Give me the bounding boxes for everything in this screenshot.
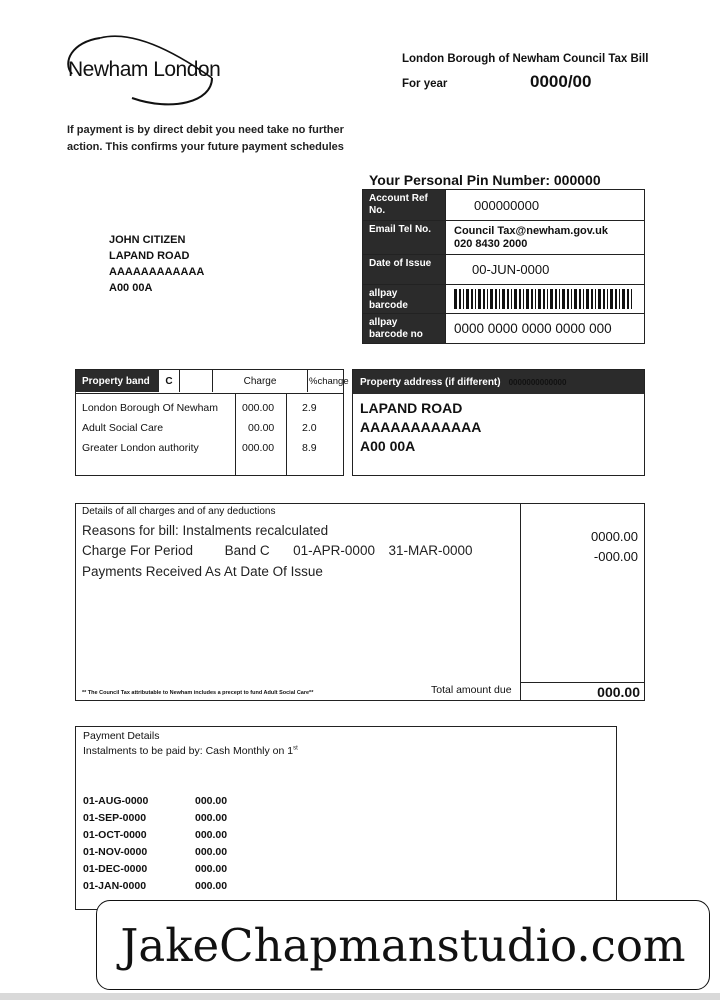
total-amount-label: Total amount due	[431, 684, 512, 696]
barcode-bar	[579, 289, 581, 309]
barcode-bar	[619, 289, 620, 309]
payment-row	[83, 795, 227, 807]
allpay-barcode-label: allpay barcode	[363, 285, 446, 313]
barcode-bar	[562, 289, 565, 309]
barcode-bar	[547, 289, 548, 309]
payment-amount: 000.00	[195, 863, 228, 875]
allpay-barcode-no-row	[363, 314, 644, 343]
payment-row	[83, 812, 227, 824]
barcode-bar	[595, 289, 596, 309]
for-year-value: 0000/00	[530, 72, 592, 91]
recipient-postcode: A00 00A	[109, 282, 153, 294]
email-tel-value	[446, 221, 644, 254]
logo-text: Newham London	[68, 58, 221, 81]
tel-value: 020 8430 2000	[454, 237, 528, 250]
property-band-letter: C	[159, 370, 180, 392]
barcode-bar	[538, 289, 541, 309]
allpay-barcode-no-value: 0000 0000 0000 0000 000	[454, 321, 612, 336]
barcode-bar	[531, 289, 533, 309]
barcode-bar	[535, 289, 536, 309]
payment-date: 01-DEC-0000	[83, 863, 148, 875]
payment-details-box	[75, 726, 617, 910]
pct-change-header: %change	[309, 375, 349, 387]
payment-row	[83, 829, 227, 841]
barcode-bar	[466, 289, 469, 309]
property-band-table	[75, 369, 349, 476]
payments-amount: -000.00	[593, 549, 638, 564]
period-label: Charge For Period	[82, 543, 194, 558]
property-address-box	[352, 369, 645, 476]
barcode-bar	[615, 289, 617, 309]
account-ref-value: 000000000	[474, 197, 540, 213]
barcode-bar	[586, 289, 589, 309]
barcode-bar	[478, 289, 481, 309]
date-of-issue-row	[363, 255, 644, 285]
reason-for-bill: Reasons for bill: Instalments recalculated	[82, 523, 329, 538]
period-band: Band C	[224, 543, 270, 558]
barcode-bar	[574, 289, 577, 309]
barcode-bar	[519, 289, 521, 309]
band-row	[76, 440, 343, 460]
band-row-name: Adult Social Care	[82, 422, 164, 434]
payment-row	[83, 846, 227, 858]
charges-heading: Details of all charges and of any deductions	[82, 506, 276, 517]
bill-title: London Borough of Newham Council Tax Bill	[402, 53, 649, 65]
property-address-header	[353, 370, 644, 394]
total-amount-value: 000.00	[597, 684, 640, 700]
instalments-text	[83, 745, 298, 757]
charge-amount: 0000.00	[591, 529, 638, 544]
barcode-bar	[555, 289, 557, 309]
watermark-banner: JakeChapmanstudio.com	[96, 900, 710, 990]
barcode-bar	[559, 289, 560, 309]
barcode-bar	[543, 289, 545, 309]
band-row	[76, 400, 343, 420]
barcode-bar	[483, 289, 485, 309]
band-row-charge: 000.00	[242, 402, 275, 414]
property-line1: LAPAND ROAD	[360, 400, 463, 416]
charges-box	[75, 503, 645, 701]
barcode-bar	[463, 289, 464, 309]
barcode-bar	[499, 289, 500, 309]
property-line2: AAAAAAAAAAAA	[360, 419, 482, 435]
barcode-bar	[526, 289, 529, 309]
band-table-header	[76, 370, 349, 394]
charges-divider	[520, 504, 521, 700]
band-row-pct: 2.0	[302, 422, 317, 434]
direct-debit-note: If payment is by direct debit you need take no further action. This confirms your future payment schedules	[67, 124, 344, 153]
account-ref-label: Account Ref No.	[363, 190, 446, 220]
charge-for-period	[82, 543, 473, 558]
charge-header: Charge	[212, 370, 308, 392]
recipient-line2: AAAAAAAAAAAA	[109, 266, 205, 278]
property-band-label: Property band	[76, 370, 159, 392]
account-info-table	[362, 189, 645, 344]
instalments-label: Instalments to be paid by: Cash Monthly on 1	[83, 745, 294, 757]
instalments-sup: st	[293, 745, 298, 752]
band-row	[76, 420, 343, 440]
barcode-bar	[471, 289, 473, 309]
period-from: 01-APR-0000	[293, 543, 375, 558]
barcode-bar	[631, 289, 632, 309]
band-row-pct: 8.9	[302, 442, 317, 454]
barcode-bar	[454, 289, 457, 309]
barcode-bar	[583, 289, 584, 309]
payment-date: 01-AUG-0000	[83, 795, 149, 807]
band-row-pct: 2.9	[302, 402, 317, 414]
property-postcode: A00 00A	[360, 438, 416, 454]
barcode-bar	[603, 289, 605, 309]
barcode-bar	[607, 289, 608, 309]
payment-date: 01-SEP-0000	[83, 812, 147, 824]
for-year-label: For year	[402, 78, 448, 90]
barcode-bar	[550, 289, 553, 309]
barcode-bar	[591, 289, 593, 309]
barcode-bar	[567, 289, 569, 309]
period-to: 31-MAR-0000	[388, 543, 473, 558]
payment-date: 01-JAN-0000	[83, 880, 147, 892]
recipient-line1: LAPAND ROAD	[109, 250, 190, 262]
barcode-bar	[610, 289, 613, 309]
date-of-issue-label: Date of Issue	[363, 255, 446, 284]
barcode-bar	[487, 289, 488, 309]
barcode-bar	[507, 289, 509, 309]
barcode-bar	[627, 289, 629, 309]
adult-social-care-footnote: ** The Council Tax attributable to Newham includes a precept to fund Adult Social Care**	[82, 690, 314, 696]
allpay-barcode-row	[363, 285, 644, 314]
payment-amount: 000.00	[195, 829, 228, 841]
barcode-bar	[622, 289, 625, 309]
barcode-bar	[514, 289, 517, 309]
payments-received: Payments Received As At Date Of Issue	[82, 564, 323, 579]
payment-amount: 000.00	[195, 846, 228, 858]
barcode-bar	[490, 289, 493, 309]
band-row-charge: 00.00	[248, 422, 275, 434]
barcode-bar	[495, 289, 497, 309]
bottom-strip	[0, 993, 720, 1000]
total-amount-box	[520, 682, 644, 701]
payment-details-title: Payment Details	[83, 730, 160, 742]
band-row-charge: 000.00	[242, 442, 275, 454]
pin-value: 000000	[553, 172, 601, 188]
barcode-image	[454, 289, 634, 309]
band-row-name: Greater London authority	[82, 442, 199, 454]
payment-amount: 000.00	[195, 795, 228, 807]
payment-amount: 000.00	[195, 880, 228, 892]
recipient-address	[109, 232, 204, 296]
property-ref: 0000000000000	[508, 377, 567, 387]
payment-date: 01-NOV-0000	[83, 846, 148, 858]
property-address	[353, 394, 644, 461]
band-row-name: London Borough Of Newham	[82, 402, 219, 414]
property-address-label: Property address (if different)	[360, 376, 501, 388]
date-of-issue-value: 00-JUN-0000	[472, 262, 550, 277]
barcode-bar	[502, 289, 505, 309]
barcode-bar	[511, 289, 512, 309]
payment-row	[83, 880, 227, 892]
payment-row	[83, 863, 227, 875]
email-value: Council Tax@newham.gov.uk	[454, 224, 608, 237]
account-ref-row	[363, 190, 644, 221]
recipient-name: JOHN CITIZEN	[109, 234, 186, 246]
barcode-bar	[598, 289, 601, 309]
payment-amount: 000.00	[195, 812, 228, 824]
allpay-barcode-no-label: allpay barcode no	[363, 314, 446, 343]
payment-date: 01-OCT-0000	[83, 829, 147, 841]
pin-number	[369, 172, 601, 188]
barcode-bar	[475, 289, 476, 309]
email-tel-row	[363, 221, 644, 255]
pin-label: Your Personal Pin Number:	[369, 172, 550, 188]
barcode-bar	[523, 289, 524, 309]
barcode-container	[446, 285, 644, 313]
barcode-bar	[459, 289, 461, 309]
email-tel-label: Email Tel No.	[363, 221, 446, 254]
barcode-bar	[571, 289, 572, 309]
